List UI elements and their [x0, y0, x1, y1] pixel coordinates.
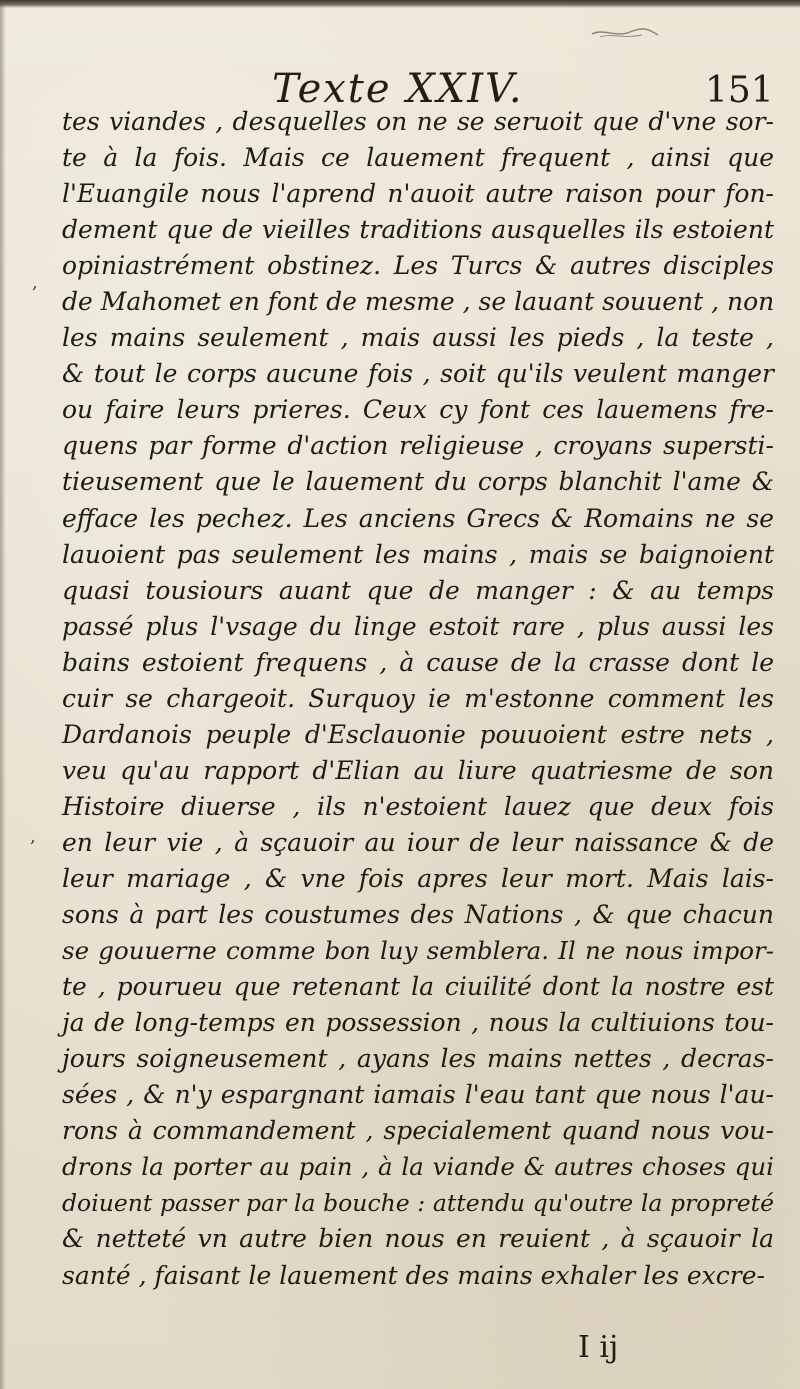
page-top-edge	[0, 0, 800, 8]
text-line: l'Euangile nous l'aprend n'auoit autre raison pour fon-	[62, 179, 774, 209]
text-line: en leur vie , à sçauoir au iour de leur naissance & de	[62, 827, 774, 857]
text-line: opiniastrément obstinez. Les Turcs & autres disciples	[62, 251, 774, 281]
text-line: ou faire leurs prieres. Ceux cy font ces lauemens fre-	[62, 395, 774, 425]
text-line: leur mariage , & vne fois apres leur mort. Mais lais-	[62, 863, 774, 893]
text-line: rons à commandement , specialement quand nous vou-	[62, 1116, 774, 1146]
text-line: bains estoient frequens , à cause de la crasse dont le	[62, 647, 774, 677]
text-line: sées , & n'y espargnant iamais l'eau tant que nous l'au-	[62, 1080, 774, 1110]
text-line: Dardanois peuple d'Esclauonie pouuoient estre nets ,	[62, 719, 774, 749]
text-line: jours soigneusement , ayans les mains nettes , decras-	[62, 1044, 774, 1074]
text-line: cuir se chargeoit. Surquoy ie m'estonne comment les	[62, 683, 774, 713]
text-line: passé plus l'vsage du linge estoit rare , plus aussi les	[62, 611, 774, 641]
text-line: ja de long-temps en possession , nous la cultiuions tou-	[62, 1008, 774, 1038]
text-line: quasi tousiours auant que de manger : & au temps	[62, 575, 774, 605]
text-line: tes viandes , desquelles on ne se seruoit que d'vne sor-	[62, 107, 774, 136]
text-line: drons la porter au pain , à la viande & autres choses qui	[62, 1152, 774, 1182]
ink-smudge-mark	[590, 26, 660, 40]
text-line: dement que de vieilles traditions ausquelles ils estoient	[62, 215, 774, 245]
running-title: Texte XXIV.	[272, 66, 524, 112]
text-line: tieusement que le lauement du corps blanchit l'ame &	[62, 467, 774, 497]
margin-comma-mark: ,	[30, 826, 36, 847]
text-line: de Mahomet en font de mesme , se lauant souuent , non	[62, 287, 775, 317]
text-line: quens par forme d'action religieuse , croyans supersti-	[62, 431, 774, 461]
body-text	[62, 104, 774, 1294]
margin-comma-mark: ,	[32, 272, 38, 293]
text-line: lauoient pas seulement les mains , mais se baignoient	[62, 539, 774, 569]
text-line: les mains seulement , mais aussi les pieds , la teste ,	[62, 323, 774, 353]
page-number: 151	[705, 70, 774, 111]
text-line: & tout le corps aucune fois , soit qu'ils veulent manger	[62, 359, 774, 389]
page-left-shadow	[0, 0, 6, 1389]
text-line: & netteté vn autre bien nous en reuient , à sçauoir la	[62, 1224, 774, 1254]
text-line: sons à part les coustumes des Nations , & que chacun	[62, 900, 774, 930]
text-line: efface les pechez. Les anciens Grecs & Romains ne se	[62, 503, 774, 533]
text-line: Histoire diuerse , ils n'estoient lauez que deux fois	[62, 791, 774, 821]
text-line: te à la fois. Mais ce lauement frequent , ainsi que	[62, 143, 774, 173]
text-line: te , pourueu que retenant la ciuilité dont la nostre est	[62, 972, 774, 1002]
text-line: se gouuerne comme bon luy semblera. Il ne nous impor-	[62, 936, 774, 966]
text-line: santé , faisant le lauement des mains exhaler les excre-	[62, 1260, 765, 1290]
text-line: doiuent passer par la bouche : attendu qu'outre la propreté	[62, 1189, 774, 1218]
text-line: veu qu'au rapport d'Elian au liure quatriesme de son	[62, 755, 774, 785]
signature-mark: I ij	[578, 1330, 619, 1365]
